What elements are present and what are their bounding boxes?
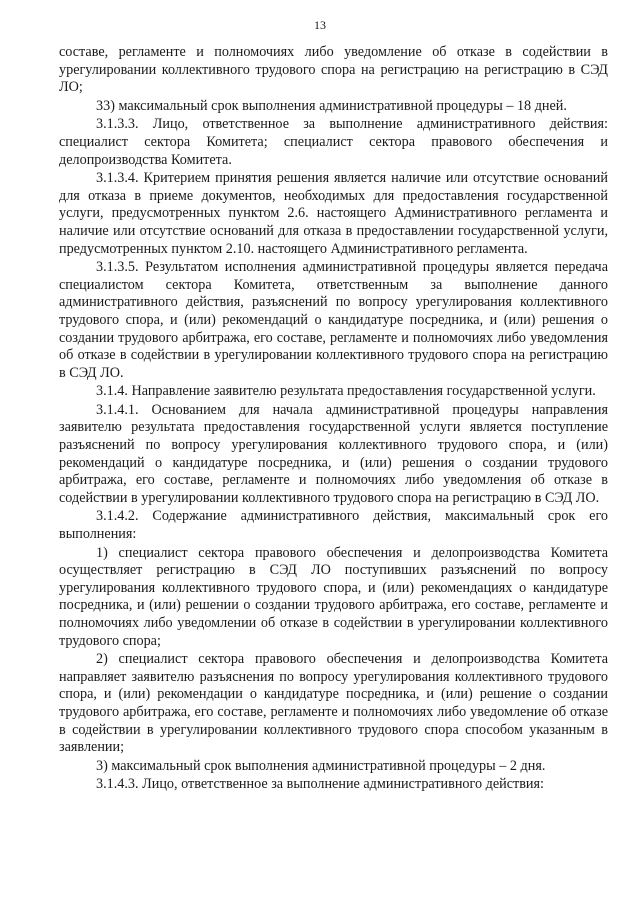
paragraph-3-1-4-1: 3.1.4.1. Основанием для начала административной процедуры направления заявителю результата предоставления государственной услуги является поступление разъяснений по вопросу урегулирования коллективного трудового спора, и (или) рекомендаций о кандидатуре посредника, и (или) решения о создании трудового арбитража, его составе, регламенте и полномочиях либо уведомления об отказе в содействии в урегулировании коллективного трудового спора на регистрацию в СЭД ЛО. — [59, 401, 608, 506]
paragraph-item-3: 3) максимальный срок выполнения административной процедуры – 2 дня. — [96, 757, 546, 774]
paragraph-3-1-4-3: 3.1.4.3. Лицо, ответственное за выполнение административного действия: — [96, 776, 544, 793]
paragraph-3-1-3-4: 3.1.3.4. Критерием принятия решения является наличие или отсутствие оснований для отказа в приеме документов, необходимых для предоставления государственной услуги, предусмотренных пунктом 2.6. настоящего Административного регламента и наличие или отсутствие оснований для отказа в предоставлении государственной услуги, предусмотренных пунктом 2.10. настоящего Административного регламента. — [59, 170, 608, 257]
paragraph-3-1-4-2: 3.1.4.2. Содержание административного действия, максимальный срок его выполнения: — [59, 508, 608, 543]
paragraph-item-1: 1) специалист сектора правового обеспечения и делопроизводства Комитета осуществляет регистрацию в СЭД ЛО поступивших разъяснений по вопросу урегулирования коллективного трудового спора, и (или) рекомендациях о кандидатуре посредника, и (или) решении о создании трудового арбитража, его составе, регламенте и полномочиях либо уведомлении об отказе в содействии в урегулировании коллективного трудового спора; — [59, 544, 608, 649]
paragraph-max-term-18: 33) максимальный срок выполнения административной процедуры – 18 дней. — [96, 97, 567, 114]
paragraph-3-1-4: 3.1.4. Направление заявителю результата предоставления государственной услуги. — [96, 383, 596, 400]
paragraph-continuation: составе, регламенте и полномочиях либо уведомление об отказе в содействии в урегулировании коллективного трудового спора на регистрацию на регистрацию в СЭД ЛО; — [59, 44, 608, 96]
paragraph-3-1-3-3: 3.1.3.3. Лицо, ответственное за выполнение административного действия: специалист сектора Комитета; специалист сектора правового обеспечения и делопроизводства Комитета. — [59, 116, 608, 168]
paragraph-item-2: 2) специалист сектора правового обеспечения и делопроизводства Комитета направляет заявителю разъяснения по вопросу урегулирования коллективного трудового спора, и (или) рекомендации о кандидатуре посредника, и (или) решение о создании трудового арбитража, его составе, регламенте и полномочиях либо уведомление об отказе в содействии в урегулировании коллективного трудового спора способом указанным в заявлении; — [59, 651, 608, 756]
document-body — [59, 44, 608, 794]
page-number: 13 — [314, 18, 326, 32]
paragraph-3-1-3-5: 3.1.3.5. Результатом исполнения административной процедуры является передача специалистом сектора Комитета, ответственным за выполнение данного административного действия, разъяснений по вопросу урегулирования коллективного трудового спора, и (или) рекомендаций о кандидатуре посредника, и (или) решения о создании трудового арбитража, его составе, регламенте и полномочиях либо уведомления об отказе в содействии в урегулировании коллективного трудового спора на регистрацию в СЭД ЛО. — [59, 259, 608, 381]
